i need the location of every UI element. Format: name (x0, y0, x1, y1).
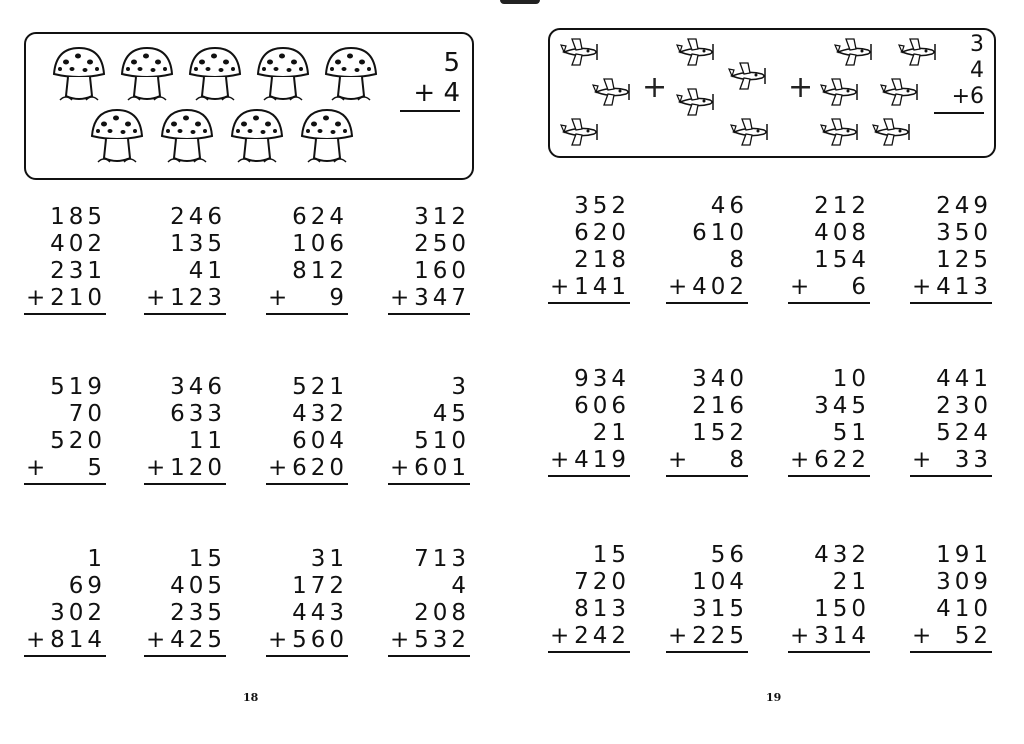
plus-sign: + (413, 78, 436, 108)
addend: 610 (692, 220, 748, 246)
airplane-icon (560, 116, 600, 148)
last-addend-row (146, 455, 226, 482)
addend: 160 (414, 258, 470, 284)
last-addend-row (268, 627, 348, 654)
last-addend-row (26, 285, 106, 312)
last-addend-row (26, 627, 106, 654)
addend: 15 (188, 546, 226, 572)
sum-line (788, 475, 870, 477)
addend: 135 (170, 231, 226, 257)
last-addend-row (390, 285, 470, 312)
addend: 69 (68, 573, 106, 599)
addend: 620 (292, 455, 348, 481)
mushroom-illustration-box (24, 32, 474, 180)
mushroom-icon (254, 44, 312, 106)
addend: 218 (574, 247, 630, 273)
sum-line (548, 475, 630, 477)
mushroom-icon (228, 106, 286, 168)
addition-problem (26, 546, 106, 657)
addend: 524 (936, 420, 992, 446)
sum-line (788, 651, 870, 653)
addend: 934 (574, 366, 630, 392)
last-addend-row (268, 285, 348, 312)
mushroom-icon (322, 44, 380, 106)
addend: 3 (970, 32, 984, 57)
addend: 620 (574, 220, 630, 246)
illustration-addition (400, 48, 460, 112)
addend: 123 (170, 285, 226, 311)
addend: 5 (443, 48, 460, 78)
last-addend-row (268, 455, 348, 482)
addend: 521 (292, 374, 348, 400)
page-number: 18 (243, 691, 259, 704)
sum-line (400, 110, 460, 112)
airplane-icon (592, 76, 632, 108)
addend: 6 (970, 84, 984, 109)
addend: 46 (710, 193, 748, 219)
addend: 520 (50, 428, 106, 454)
addend: 4 (970, 58, 984, 83)
addend: 242 (574, 623, 630, 649)
addend: 604 (292, 428, 348, 454)
plus-sign: + (668, 623, 692, 649)
addend: 106 (292, 231, 348, 257)
mushroom-icon (298, 106, 356, 168)
addend: 350 (936, 220, 992, 246)
addition-problem (146, 374, 226, 485)
airplane-illustration-box (548, 28, 996, 158)
addend: 141 (574, 274, 630, 300)
addend: 11 (188, 428, 226, 454)
addition-problem (550, 193, 630, 304)
last-addend-row (912, 623, 992, 650)
addend: 5 (87, 455, 106, 481)
addend: 624 (292, 204, 348, 230)
plus-sign: + (268, 455, 292, 481)
addend: 713 (414, 546, 470, 572)
addend: 208 (414, 600, 470, 626)
addition-problem (268, 204, 348, 315)
airplane-icon (730, 116, 770, 148)
addend: 41 (188, 258, 226, 284)
addend: 432 (814, 542, 870, 568)
addend: 51 (832, 420, 870, 446)
addition-problem (912, 542, 992, 653)
addend: 720 (574, 569, 630, 595)
addition-problem (26, 204, 106, 315)
last-addend-row (668, 274, 748, 301)
last-addend-row (668, 447, 748, 474)
addend: 249 (936, 193, 992, 219)
addend: 314 (814, 623, 870, 649)
addend: 312 (414, 204, 470, 230)
addend: 352 (574, 193, 630, 219)
airplane-icon (560, 36, 600, 68)
addition-problem (268, 374, 348, 485)
addend: 432 (292, 401, 348, 427)
plus-sign: + (390, 455, 414, 481)
addend: 633 (170, 401, 226, 427)
addend: 4 (451, 573, 470, 599)
addend: 441 (936, 366, 992, 392)
addition-problem (26, 374, 106, 485)
addend: 302 (50, 600, 106, 626)
plus-sign: + (146, 455, 170, 481)
last-addend-row (912, 274, 992, 301)
last-addend-row (934, 84, 984, 110)
addend: 235 (170, 600, 226, 626)
plus-sign: + (550, 274, 574, 300)
addend: 410 (936, 596, 992, 622)
addend: 413 (936, 274, 992, 300)
addition-problem (390, 204, 470, 315)
addition-problem (390, 546, 470, 657)
addend: 52 (954, 623, 992, 649)
addend: 210 (50, 285, 106, 311)
addend: 340 (692, 366, 748, 392)
addend: 246 (170, 204, 226, 230)
addition-problem (390, 374, 470, 485)
addition-problem (550, 366, 630, 477)
plus-sign: + (26, 627, 50, 653)
airplane-icon (820, 116, 860, 148)
addend: 510 (414, 428, 470, 454)
sum-line (666, 302, 748, 304)
plus-sign: + (912, 447, 936, 473)
last-addend-row (550, 274, 630, 301)
addend: 185 (50, 204, 106, 230)
mushroom-icon (186, 44, 244, 106)
page-number: 19 (766, 691, 782, 704)
sum-line (266, 483, 348, 485)
addend: 8 (729, 447, 748, 473)
last-addend-row (26, 455, 106, 482)
plus-sign: + (951, 84, 970, 109)
last-addend-row (912, 447, 992, 474)
addend: 56 (710, 542, 748, 568)
addend: 419 (574, 447, 630, 473)
plus-sign: + (268, 627, 292, 653)
last-addend-row (790, 447, 870, 474)
addend: 31 (310, 546, 348, 572)
plus-sign: + (26, 455, 50, 481)
addend: 70 (68, 401, 106, 427)
sum-line (144, 483, 226, 485)
addend: 814 (50, 627, 106, 653)
sum-line (24, 313, 106, 315)
plus-sign: + (912, 274, 936, 300)
sum-line (910, 302, 992, 304)
addend: 154 (814, 247, 870, 273)
plus-sign: + (390, 285, 414, 311)
addend: 10 (832, 366, 870, 392)
plus-sign: + (550, 623, 574, 649)
addend: 230 (936, 393, 992, 419)
plus-sign: + (642, 70, 668, 105)
addition-problem (550, 542, 630, 653)
addend: 4 (443, 78, 460, 108)
sum-line (144, 313, 226, 315)
addend: 216 (692, 393, 748, 419)
addend: 45 (432, 401, 470, 427)
addend: 606 (574, 393, 630, 419)
sum-line (666, 651, 748, 653)
sum-line (24, 655, 106, 657)
last-addend-row (550, 623, 630, 650)
last-addend-row (390, 455, 470, 482)
addend: 405 (170, 573, 226, 599)
sum-line (388, 313, 470, 315)
plus-sign: + (390, 627, 414, 653)
addition-problem (790, 193, 870, 304)
sum-line (144, 655, 226, 657)
addend: 9 (329, 285, 348, 311)
mushroom-icon (158, 106, 216, 168)
sum-line (388, 655, 470, 657)
airplane-icon (820, 76, 860, 108)
mushroom-icon (118, 44, 176, 106)
addend: 345 (814, 393, 870, 419)
mushroom-icon (50, 44, 108, 106)
addend: 212 (814, 193, 870, 219)
plus-sign: + (790, 447, 814, 473)
sum-line (788, 302, 870, 304)
airplane-icon (872, 116, 912, 148)
addition-problem (790, 366, 870, 477)
sum-line (934, 112, 984, 114)
airplane-icon (834, 36, 874, 68)
addend: 425 (170, 627, 226, 653)
sum-line (666, 475, 748, 477)
plus-sign: + (790, 623, 814, 649)
addend: 309 (936, 569, 992, 595)
sum-line (266, 655, 348, 657)
last-addend-row (400, 78, 460, 108)
addend: 125 (936, 247, 992, 273)
addend: 443 (292, 600, 348, 626)
sum-line (910, 651, 992, 653)
addend: 231 (50, 258, 106, 284)
page-19 (512, 0, 1024, 744)
last-addend-row (550, 447, 630, 474)
addition-problem (668, 193, 748, 304)
plus-sign: + (268, 285, 292, 311)
addend: 21 (832, 569, 870, 595)
last-addend-row (668, 623, 748, 650)
addend: 120 (170, 455, 226, 481)
addition-problem (146, 546, 226, 657)
last-addend-row (390, 627, 470, 654)
addition-problem (268, 546, 348, 657)
addend: 813 (574, 596, 630, 622)
addend: 104 (692, 569, 748, 595)
addend: 3 (451, 374, 470, 400)
sum-line (548, 651, 630, 653)
plus-sign: + (146, 627, 170, 653)
mushroom-icon (88, 106, 146, 168)
last-addend-row (790, 274, 870, 301)
addend: 532 (414, 627, 470, 653)
sum-line (266, 313, 348, 315)
plus-sign: + (912, 623, 936, 649)
addition-problem (668, 366, 748, 477)
last-addend-row (146, 285, 226, 312)
addend: 150 (814, 596, 870, 622)
addend: 8 (729, 247, 748, 273)
addend: 21 (592, 420, 630, 446)
addition-problem (912, 193, 992, 304)
sum-line (388, 483, 470, 485)
sum-line (910, 475, 992, 477)
addend: 315 (692, 596, 748, 622)
airplane-icon (728, 60, 768, 92)
plus-sign: + (26, 285, 50, 311)
addition-problem (146, 204, 226, 315)
addend: 519 (50, 374, 106, 400)
addend: 6 (851, 274, 870, 300)
addend: 408 (814, 220, 870, 246)
addend: 152 (692, 420, 748, 446)
illustration-addition (934, 32, 984, 114)
airplane-icon (880, 76, 920, 108)
addend: 225 (692, 623, 748, 649)
addend: 812 (292, 258, 348, 284)
addend: 250 (414, 231, 470, 257)
plus-sign: + (550, 447, 574, 473)
addition-problem (912, 366, 992, 477)
addend: 15 (592, 542, 630, 568)
addend: 172 (292, 573, 348, 599)
last-addend-row (790, 623, 870, 650)
last-addend-row (146, 627, 226, 654)
addend: 402 (50, 231, 106, 257)
addend: 1 (87, 546, 106, 572)
airplane-icon (676, 36, 716, 68)
addend: 191 (936, 542, 992, 568)
addend: 347 (414, 285, 470, 311)
addend: 560 (292, 627, 348, 653)
sum-line (24, 483, 106, 485)
airplane-icon (676, 86, 716, 118)
plus-sign: + (146, 285, 170, 311)
plus-sign: + (788, 70, 814, 105)
addend: 402 (692, 274, 748, 300)
addend: 33 (954, 447, 992, 473)
airplane-icon (898, 36, 938, 68)
addition-problem (668, 542, 748, 653)
addend: 601 (414, 455, 470, 481)
addend: 346 (170, 374, 226, 400)
sum-line (548, 302, 630, 304)
plus-sign: + (790, 274, 814, 300)
plus-sign: + (668, 447, 692, 473)
addend: 622 (814, 447, 870, 473)
plus-sign: + (668, 274, 692, 300)
addition-problem (790, 542, 870, 653)
